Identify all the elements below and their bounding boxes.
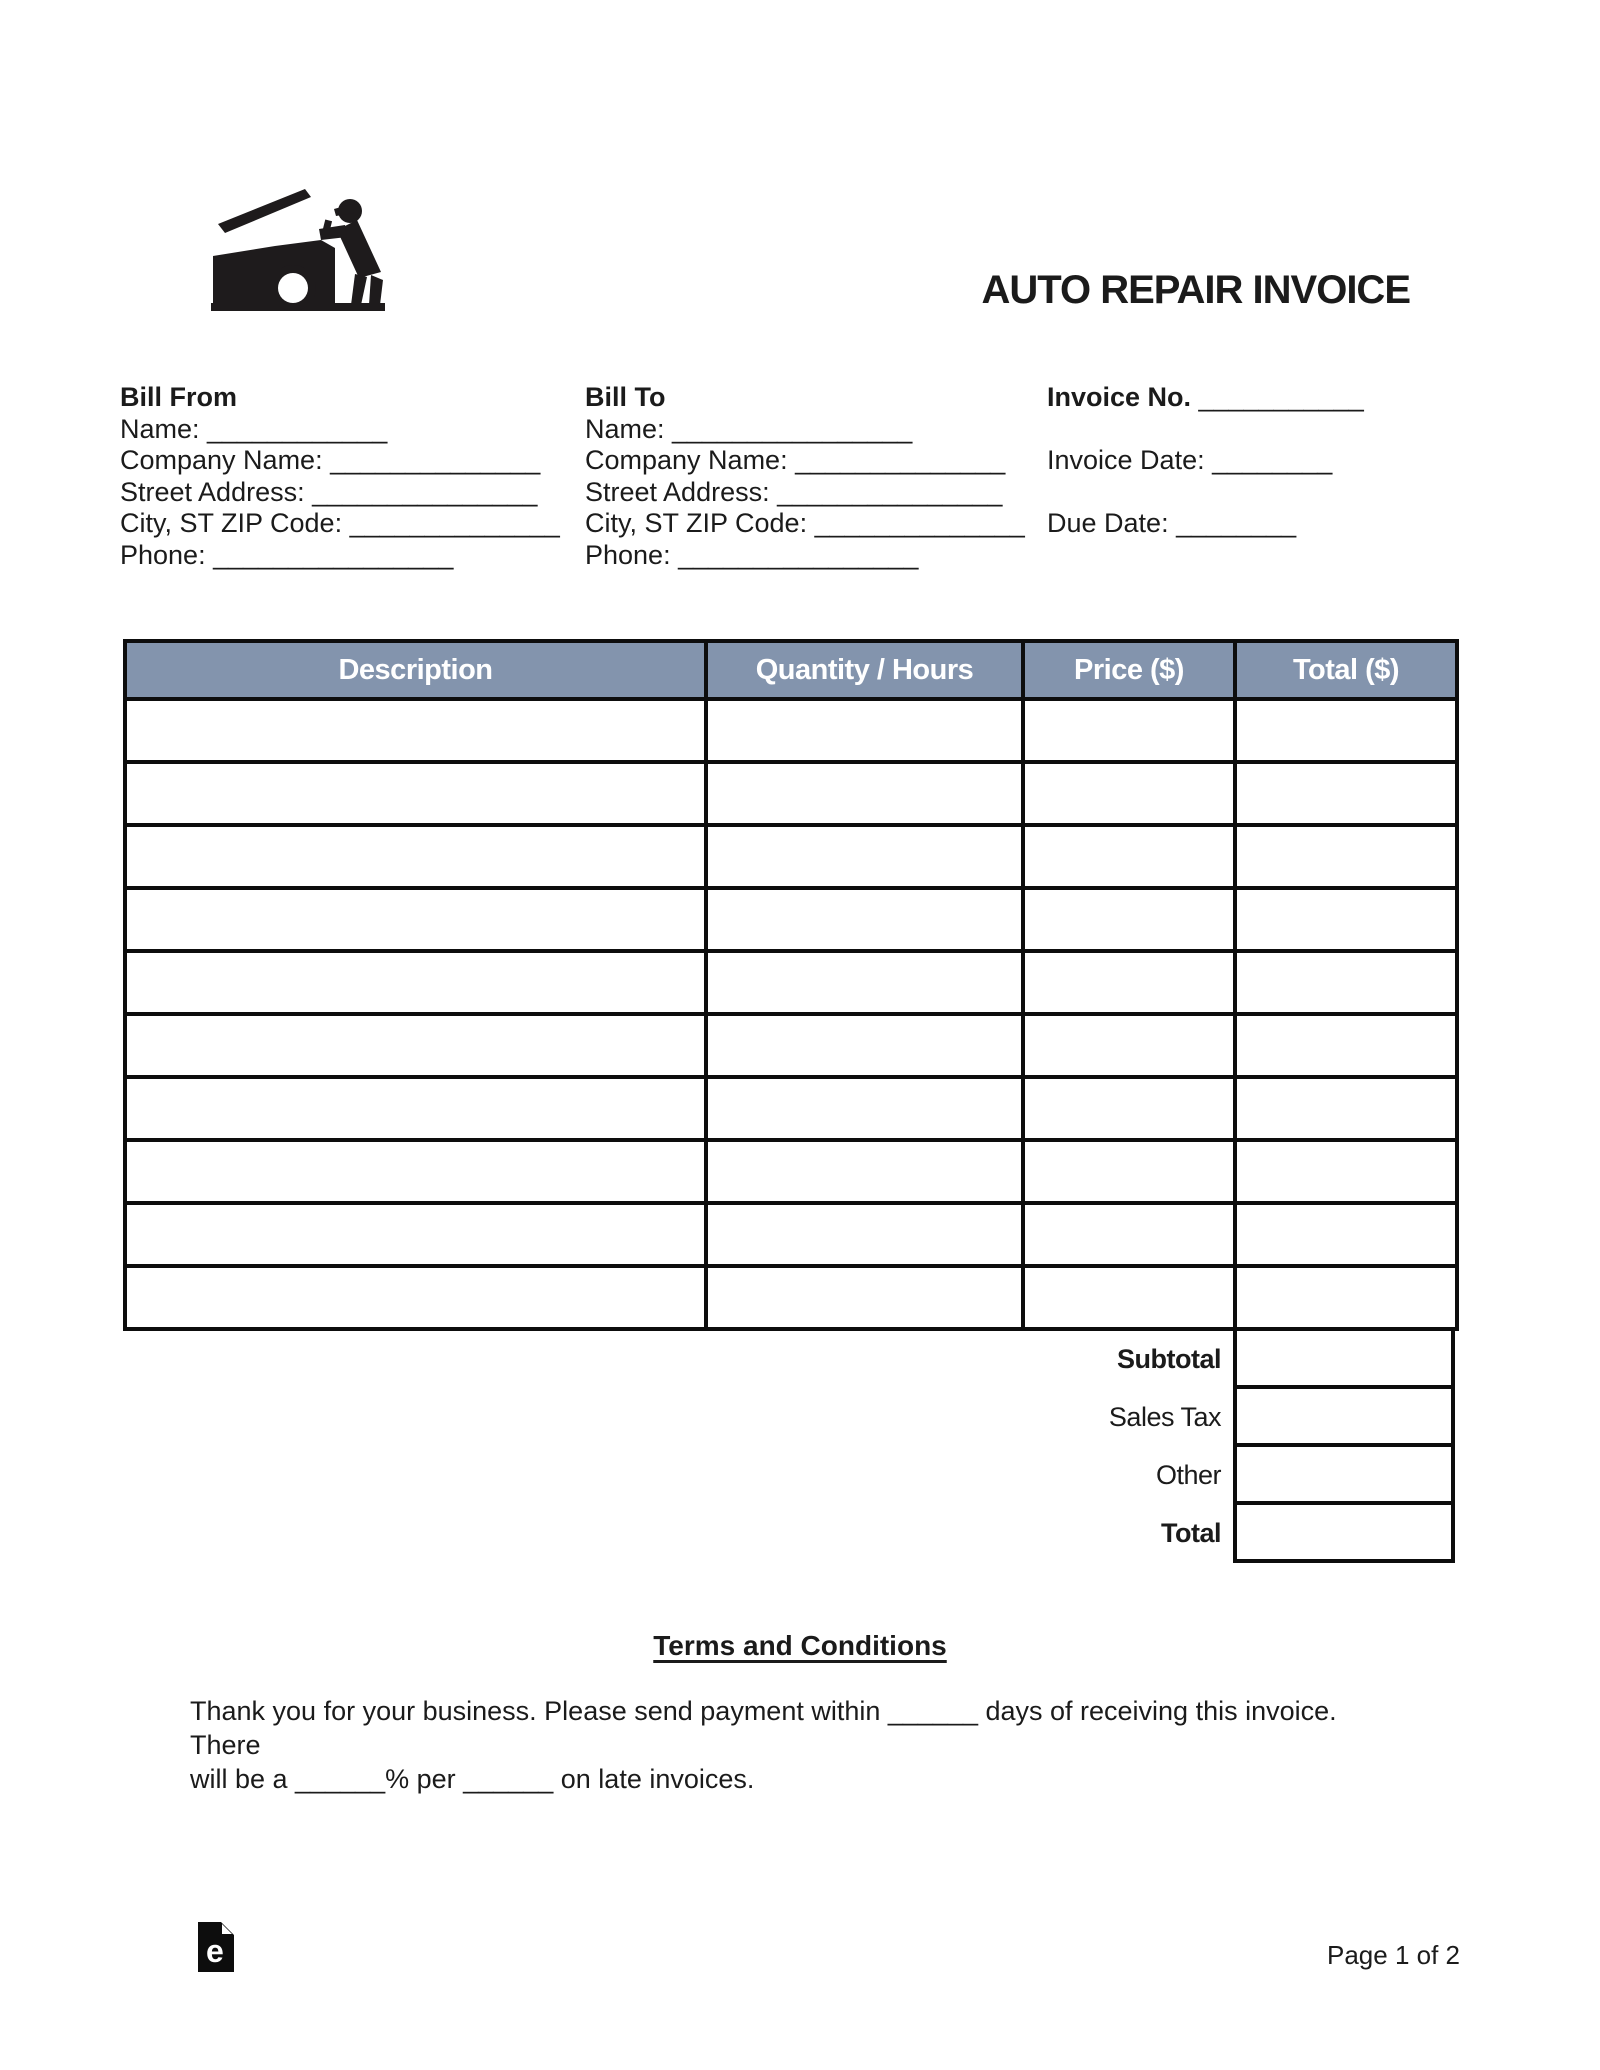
table-cell [1235,699,1457,762]
bill-from-name-line: Name: ____________ [120,413,388,444]
table-cell [125,825,706,888]
table-cell [1235,1140,1457,1203]
subtotal-row [123,1331,1455,1389]
items-table-section [123,639,1455,1563]
table-row [125,1203,1457,1266]
table-cell [1023,951,1235,1014]
column-header-quantity-hours: Quantity / Hours [706,641,1023,699]
table-cell [706,1203,1023,1266]
table-row [125,1140,1457,1203]
table-cell [1235,1077,1457,1140]
other-value-box [1233,1443,1455,1505]
total-value-box [1233,1501,1455,1563]
bill-to-company-line: Company Name: ______________ [585,445,1006,475]
table-row [125,1014,1457,1077]
table-row [125,1077,1457,1140]
table-cell [1023,1266,1235,1329]
table-row [125,1266,1457,1329]
table-cell [125,951,706,1014]
bill-to-street-line: Street Address: _______________ [585,476,1003,507]
table-cell [1235,1203,1457,1266]
table-cell [125,1140,706,1203]
table-cell [125,1203,706,1266]
other-row [123,1447,1455,1505]
subtotal-value-box [1233,1327,1455,1389]
subtotal-label: Subtotal [1117,1344,1221,1374]
table-cell [706,1014,1023,1077]
bill-from-company-line: Company Name: ______________ [120,445,541,475]
table-cell [1023,1077,1235,1140]
table-cell [125,888,706,951]
auto-mechanic-repair-icon [205,176,393,318]
table-cell [125,1077,706,1140]
table-row [125,762,1457,825]
bill-to-city-line: City, ST ZIP Code: ______________ [585,508,1025,538]
table-cell [1235,1266,1457,1329]
summary-section [123,1331,1455,1563]
table-cell [706,1266,1023,1329]
table-cell [1023,888,1235,951]
invoice-number-label: Invoice No. [1047,382,1192,412]
table-cell [125,699,706,762]
table-row [125,825,1457,888]
bill-to-heading: Bill To [585,382,666,412]
table-cell [1023,699,1235,762]
invoice-date-line: Invoice Date: ________ [1047,445,1333,475]
terms-line-2: will be a ______% per ______ on late invoices. [190,1764,755,1794]
table-cell [706,1077,1023,1140]
total-label: Total [1161,1518,1221,1548]
table-cell [706,762,1023,825]
terms-line-1: Thank you for your business. Please send payment within ______ days of receiving this invoice. There [190,1696,1337,1760]
items-table [123,639,1459,1331]
bill-from-street-line: Street Address: _______________ [120,476,538,507]
table-cell [125,1014,706,1077]
items-table-body [125,699,1457,1329]
table-cell [1023,825,1235,888]
due-date-line: Due Date: ________ [1047,508,1297,538]
bill-from-city-line: City, ST ZIP Code: ______________ [120,508,560,538]
svg-text:e: e [206,1933,224,1969]
table-cell [1235,888,1457,951]
table-cell [1235,825,1457,888]
bill-to-phone-line: Phone: ________________ [585,539,919,570]
table-cell [706,888,1023,951]
table-cell [1235,762,1457,825]
table-cell [1235,1014,1457,1077]
table-row [125,951,1457,1014]
sales-tax-label: Sales Tax [1108,1402,1221,1432]
table-cell [706,699,1023,762]
table-cell [706,951,1023,1014]
bill-from-phone-line: Phone: ________________ [120,539,454,570]
table-row [125,699,1457,762]
other-label: Other [1155,1460,1221,1490]
table-cell [125,762,706,825]
terms-heading: Terms and Conditions [653,1630,947,1661]
column-header-price: Price ($) [1023,641,1235,699]
table-row [125,888,1457,951]
invoice-meta-section [1047,382,1477,571]
invoice-number-line [1047,382,1477,414]
bill-to-section [585,382,1035,571]
table-header-row [125,641,1457,699]
column-header-total: Total ($) [1235,641,1457,699]
bill-to-name-line: Name: ________________ [585,413,913,444]
page-number-label: Page 1 of 2 [1327,1940,1460,1970]
page-title: AUTO REPAIR INVOICE [981,268,1410,312]
eforms-document-icon [198,1922,234,1972]
total-row [123,1505,1455,1563]
table-cell [1235,951,1457,1014]
table-cell [1023,762,1235,825]
bill-from-heading: Bill From [120,382,238,412]
table-cell [125,1266,706,1329]
table-cell [706,825,1023,888]
bill-from-section [120,382,570,571]
table-cell [1023,1014,1235,1077]
sales-tax-row [123,1389,1455,1447]
invoice-number-blank: ___________ [1198,382,1364,412]
table-cell [1023,1203,1235,1266]
table-cell [1023,1140,1235,1203]
table-cell [706,1140,1023,1203]
sales-tax-value-box [1233,1385,1455,1447]
column-header-description: Description [125,641,706,699]
terms-paragraph [190,1694,1400,1796]
